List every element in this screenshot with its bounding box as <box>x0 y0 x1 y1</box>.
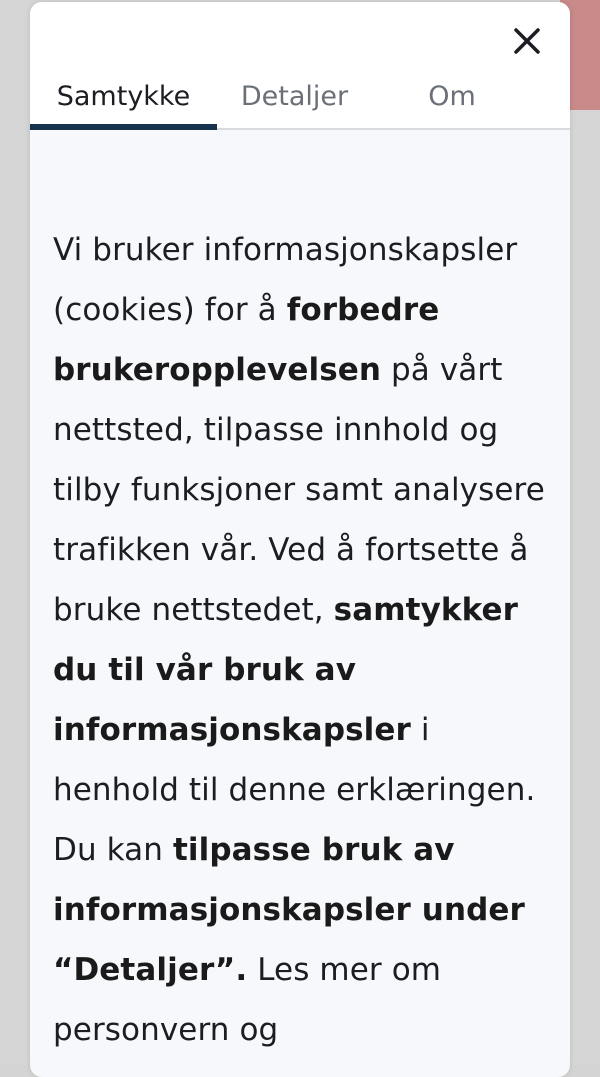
consent-text-part-1: Vi bruker informasjonskapsler (cookies) for å <box>53 232 518 328</box>
consent-text <box>30 130 570 1060</box>
tab-detaljer[interactable]: Detaljer <box>240 81 349 112</box>
consent-text-part-3: i henhold til denne erklæringen. Du kan <box>53 712 536 868</box>
dialog-header <box>30 2 570 130</box>
cookie-consent-dialog <box>30 2 570 1077</box>
consent-bold-customize: tilpasse bruk av informasjonskapsler under “Detaljer”. <box>53 832 525 988</box>
consent-bold-improve: forbedre brukeropplevelsen <box>53 292 440 388</box>
tab-samtykke[interactable]: Samtykke <box>30 70 217 130</box>
close-icon[interactable] <box>508 22 548 62</box>
consent-text-part-4: Les mer om personvern og <box>53 952 442 1048</box>
consent-text-part-2: på vårt nettsted, tilpasse innhold og tilby funksjoner samt analysere trafikken vår. Ved å fortsette å bruke nettstedet, <box>53 352 545 628</box>
close-button[interactable] <box>508 22 548 62</box>
tab-bar <box>30 70 570 130</box>
tab-om[interactable]: Om <box>428 81 476 112</box>
consent-bold-agree: samtykker du til vår bruk av informasjonskapsler <box>53 592 518 748</box>
